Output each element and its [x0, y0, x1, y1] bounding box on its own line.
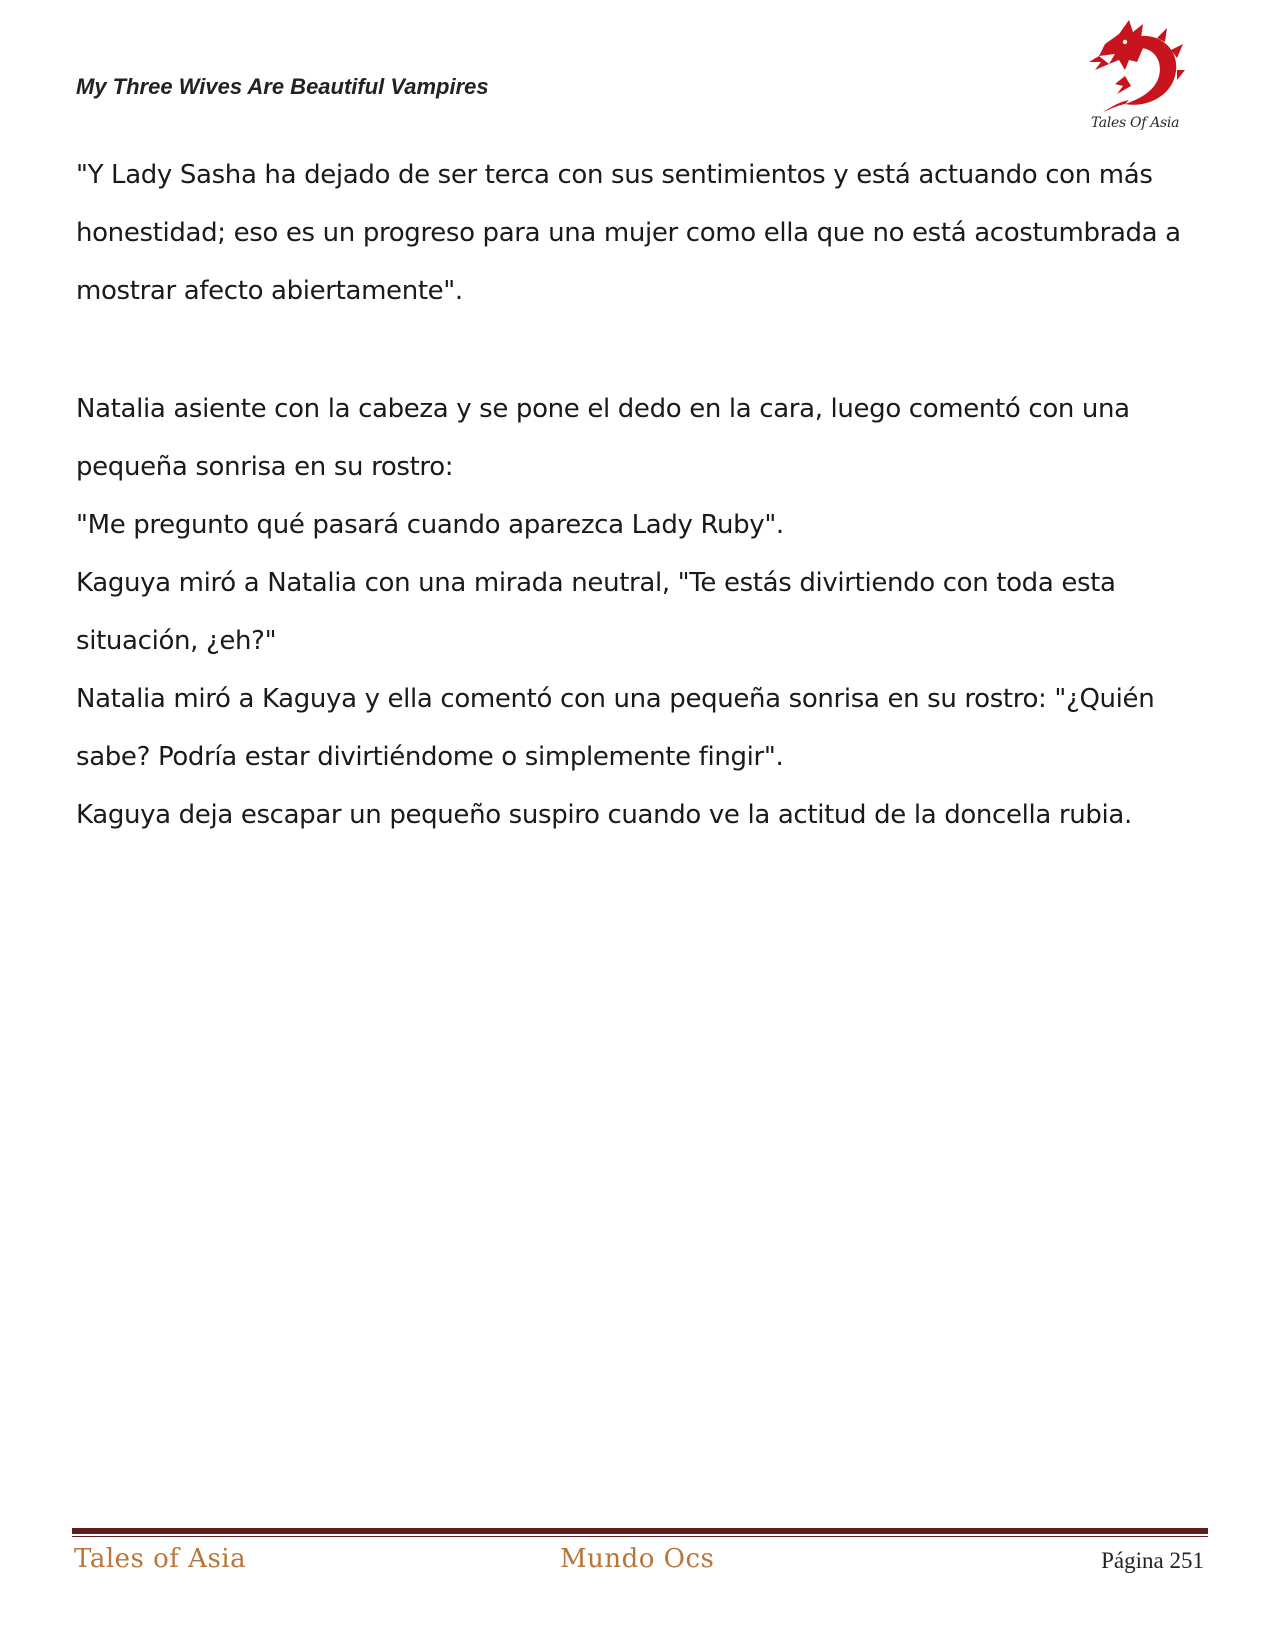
footer-site-name: Tales of Asia	[74, 1544, 247, 1574]
tales-of-asia-logo	[1085, 14, 1185, 136]
paragraph-4: Kaguya miró a Natalia con una mirada neutral, "Te estás divirtiendo con toda esta situación, ¿eh?"	[76, 568, 1116, 656]
paragraph-gap	[76, 320, 1206, 380]
paragraph-5: Natalia miró a Kaguya y ella comentó con una pequeña sonrisa en su rostro: "¿Quién sabe? Podría estar divirtiéndome o simplemente fingir".	[76, 684, 1155, 772]
page-number: Página 251	[1101, 1548, 1204, 1573]
paragraph-1: "Y Lady Sasha ha dejado de ser terca con sus sentimientos y está actuando con más honestidad; eso es un progreso para una mujer como ella que no está acostumbrada a mostrar afecto abiertamente".	[76, 160, 1181, 306]
paragraph-2: Natalia asiente con la cabeza y se pone el dedo en la cara, luego comentó con una pequeña sonrisa en su rostro:	[76, 394, 1130, 482]
logo-caption: Tales Of Asia	[1090, 115, 1180, 131]
footer-rule-thick	[72, 1528, 1208, 1534]
paragraph-3: "Me pregunto qué pasará cuando aparezca Lady Ruby".	[76, 510, 784, 540]
page-body	[76, 146, 1206, 844]
running-header-title: My Three Wives Are Beautiful Vampires	[76, 74, 489, 99]
footer-group-name: Mundo Ocs	[560, 1544, 715, 1574]
red-dragon-icon	[1085, 14, 1185, 114]
footer-rule-thin	[72, 1536, 1208, 1537]
paragraph-6: Kaguya deja escapar un pequeño suspiro cuando ve la actitud de la doncella rubia.	[76, 800, 1132, 830]
